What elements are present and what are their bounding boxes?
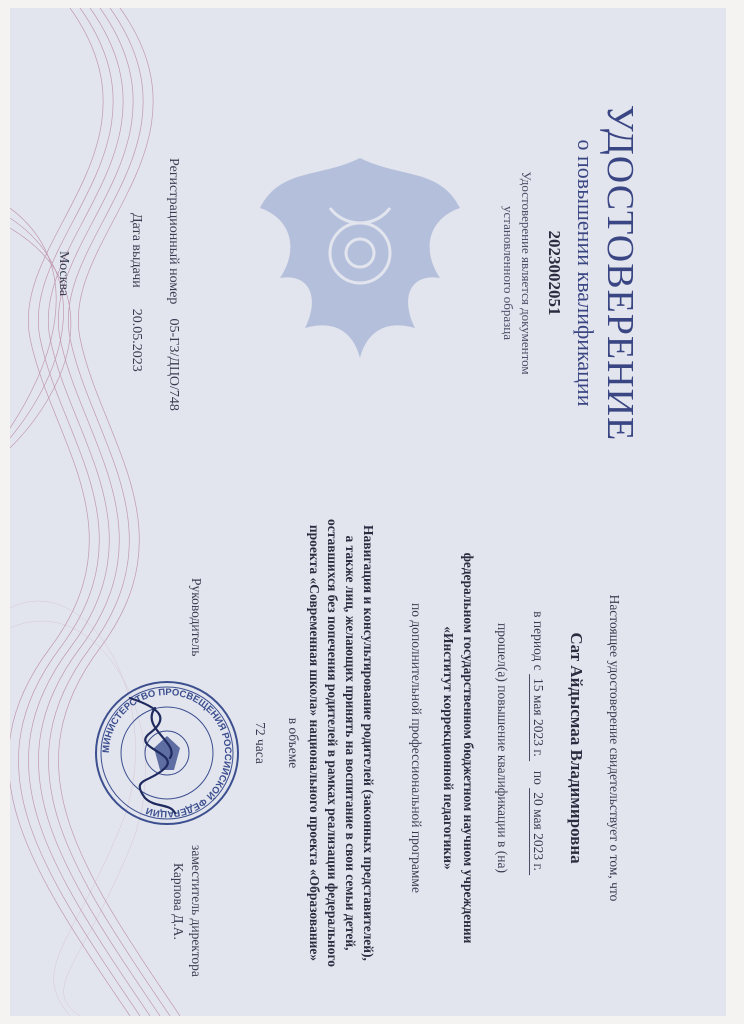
period-line — [529, 611, 546, 875]
issue-date-line — [128, 213, 144, 372]
signer-name: Карпова Д.А. — [171, 863, 186, 940]
period-to-label: по — [531, 770, 546, 785]
intro-text: Настоящее удостоверение свидетельствует о том, что — [607, 594, 622, 902]
certificate-number: 2023002051 — [545, 230, 564, 316]
signer-title: заместитель директора — [189, 845, 204, 977]
document-note-line2: установленного образца — [501, 206, 516, 340]
program-line2: а также лиц, желающих принять на воспитание в свои семьи детей, — [343, 535, 358, 951]
issue-date-label: Дата выдачи — [129, 213, 144, 288]
period-to: 20 мая 2023 г. — [529, 788, 546, 875]
certificate-title: УДОСТОВЕРЕНИЕ — [599, 104, 641, 442]
period-prefix: в период с — [531, 611, 546, 671]
passed-text: прошел(а) повышение квалификации в (на) — [495, 623, 510, 873]
full-name: Сат Айдысмаа Владимировна — [567, 632, 586, 864]
volume-label: в объеме — [286, 717, 301, 769]
program-label: по дополнительной профессиональной программе — [409, 603, 424, 893]
certificate-sheet — [10, 8, 726, 1016]
head-label: Руководитель — [189, 578, 204, 657]
organization-line1: федеральном государственном бюджетном научном учреждении — [461, 552, 476, 944]
program-line4: проекта «Современная школа» национального проекта «Образование» — [307, 524, 322, 962]
certificate-content — [10, 8, 726, 1016]
registration-line — [165, 158, 181, 411]
volume-value: 72 часа — [253, 722, 268, 764]
registration-label: Регистрационный номер — [166, 158, 181, 305]
city: Москва — [56, 251, 71, 297]
program-line3: оставшихся без попечения родителей в рамках реализации федерального — [325, 518, 340, 968]
period-from: 15 мая 2023 г. — [529, 674, 546, 761]
program-line1: Навигация и консультирование родителей (законных представителей), — [361, 525, 376, 961]
organization-line2: «Институт коррекционной педагогики» — [441, 626, 456, 870]
certificate-subtitle: о повышении квалификации — [573, 139, 598, 407]
issue-date: 20.05.2023 — [129, 308, 144, 372]
svg-text:МИНИСТЕРСТВО ПРОСВЕЩЕНИЯ РОССИ: МИНИСТЕРСТВО ПРОСВЕЩЕНИЯ РОССИЙСКОЙ ФЕДЕРАЦИИ — [100, 686, 234, 820]
registration-number: 05-ГЗ/ДЦО/748 — [166, 318, 181, 411]
document-note-line1: Удостоверение является документом — [519, 171, 534, 375]
